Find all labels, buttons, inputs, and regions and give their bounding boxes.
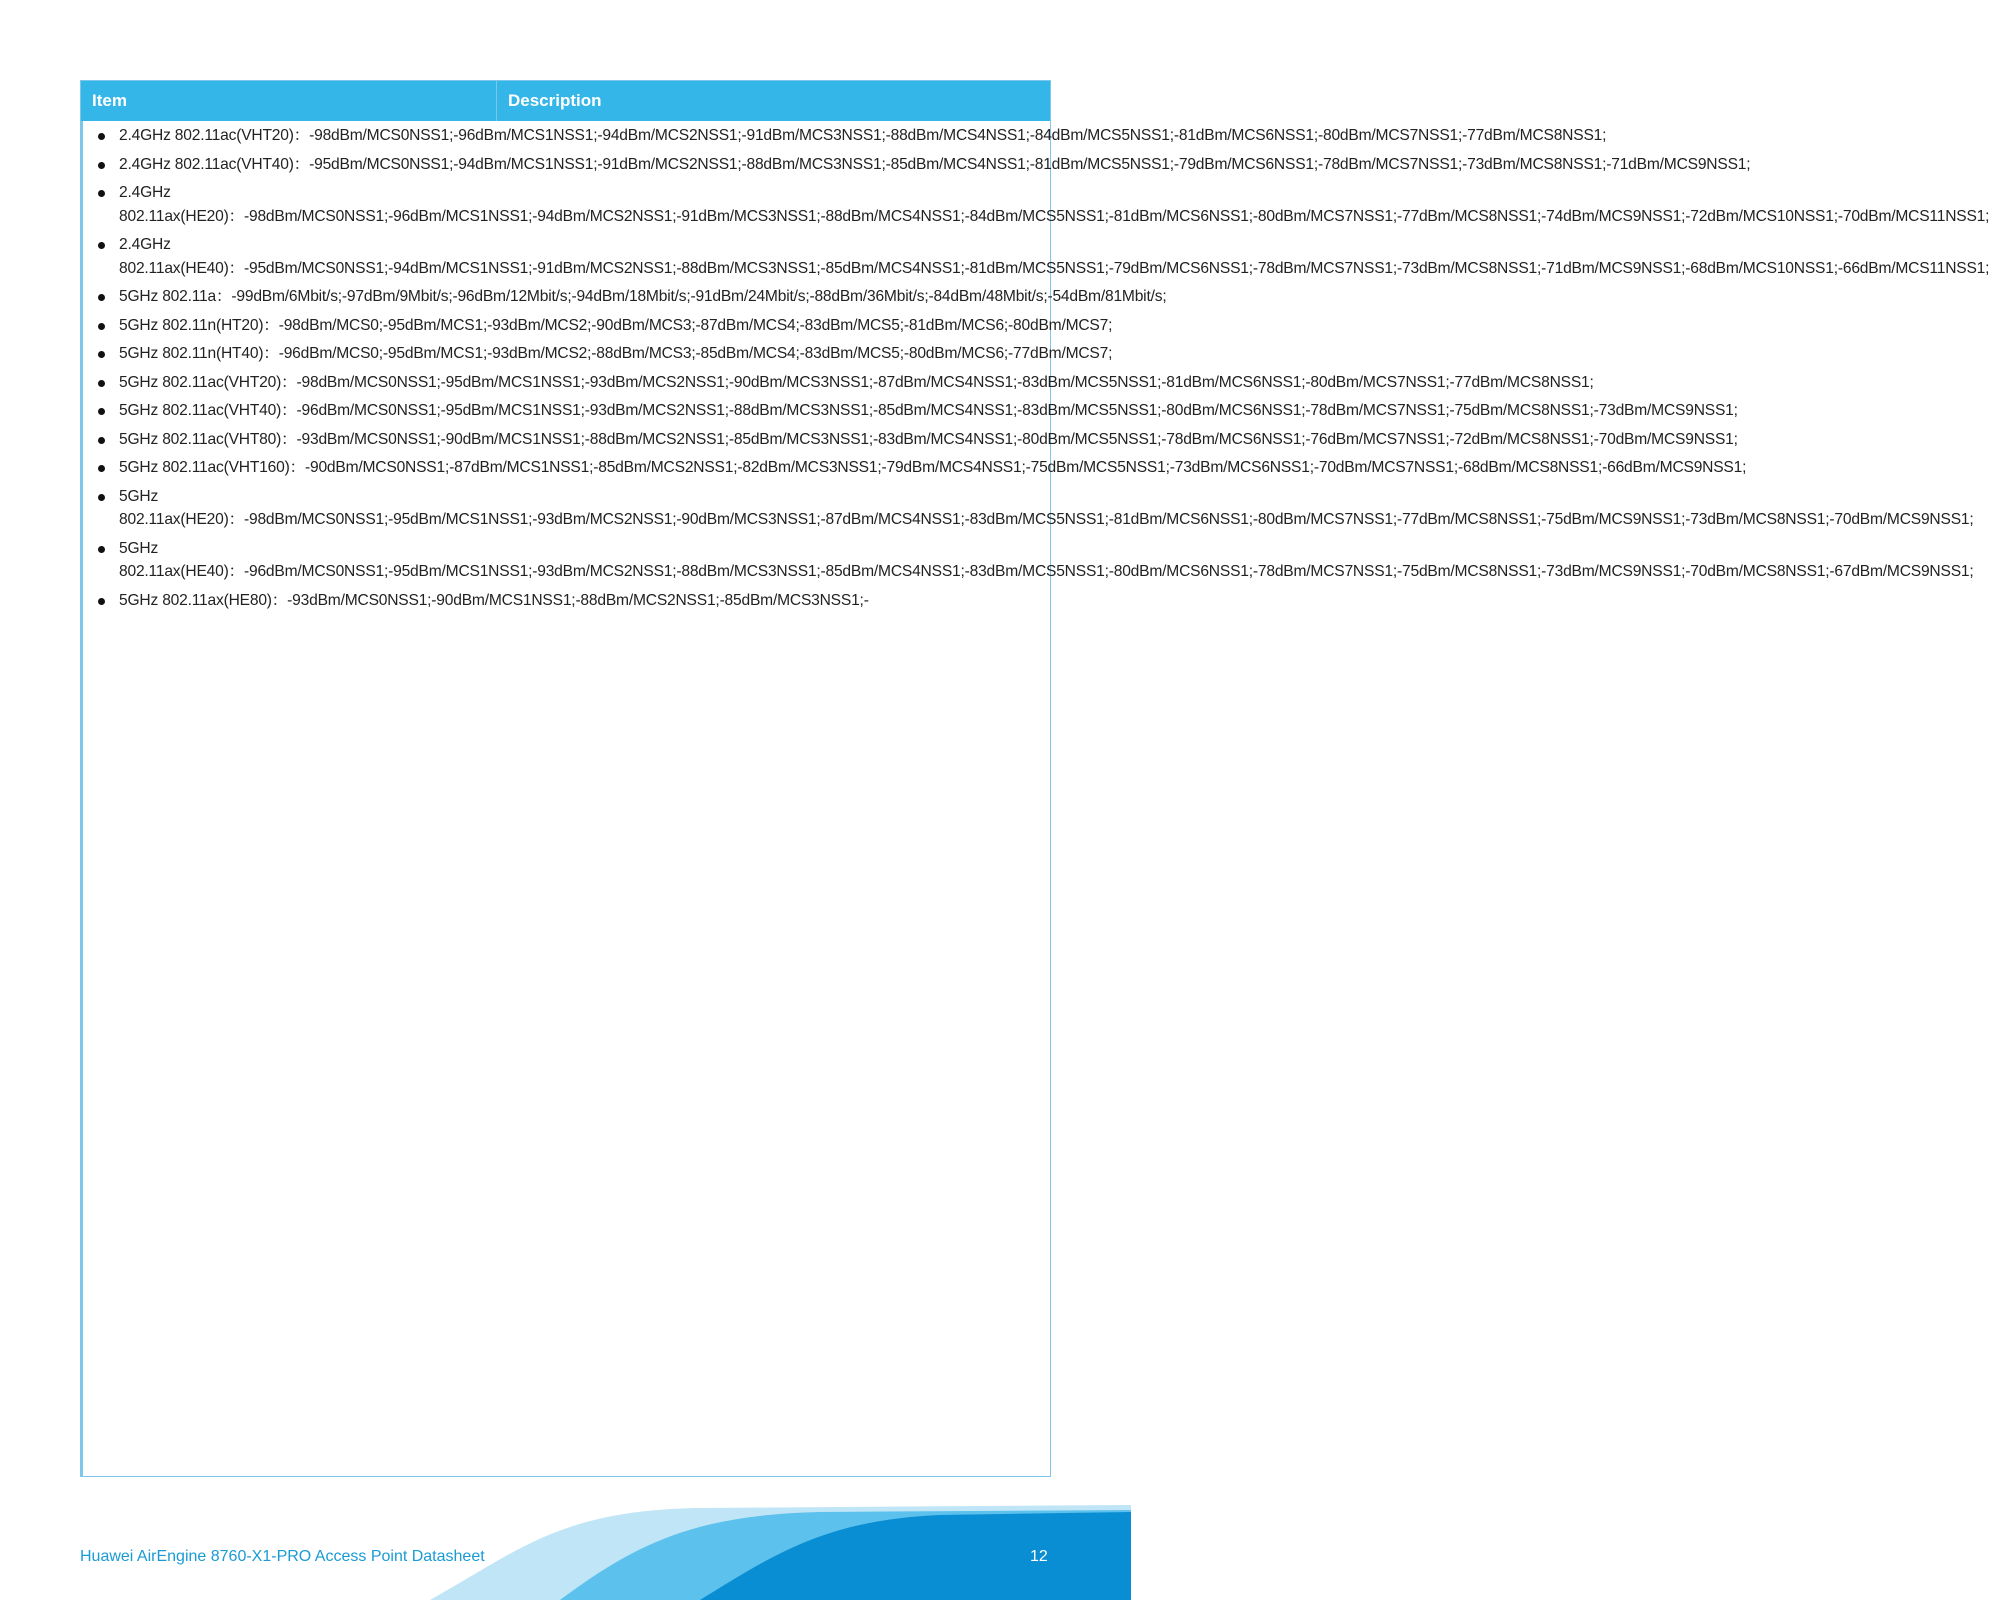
bullet-icon xyxy=(98,494,105,501)
bullet-item xyxy=(83,456,2005,480)
spec-table xyxy=(80,80,1990,1477)
bullet-icon xyxy=(98,465,105,472)
bullet-text: 2.4GHz 802.11ac(VHT40)：-95dBm/MCS0NSS1;-94dBm/MCS1NSS1;-91dBm/MCS2NSS1;-88dBm/MCS3NSS1;-85dBm/MCS4NSS1;-81dBm/MCS5NSS1;-79dBm/MCS6NSS1;-78dBm/MCS7NSS1;-73dBm/MCS8NSS1;-71dBm/MCS9NSS1; xyxy=(119,155,1751,173)
bullet-icon xyxy=(98,408,105,415)
bullet-text: 5GHz 802.11ac(VHT160)：-90dBm/MCS0NSS1;-87dBm/MCS1NSS1;-85dBm/MCS2NSS1;-82dBm/MCS3NSS1;-79dBm/MCS4NSS1;-75dBm/MCS5NSS1;-73dBm/MCS6NSS1;-70dBm/MCS7NSS1;-68dBm/MCS8NSS1;-66dBm/MCS9NSS1; xyxy=(119,459,1747,476)
table-header xyxy=(81,81,1050,121)
bullet-icon xyxy=(98,323,105,330)
bullet-item xyxy=(83,342,2005,366)
bullet-item xyxy=(83,124,2005,148)
bullet-icon xyxy=(98,294,105,301)
table-body xyxy=(81,121,1990,1476)
bullet-text: 5GHz 802.11ax(HE20)：-98dBm/MCS0NSS1;-95dBm/MCS1NSS1;-93dBm/MCS2NSS1;-90dBm/MCS3NSS1;-87dBm/MCS4NSS1;-83dBm/MCS5NSS1;-81dBm/MCS6NSS1;-80dBm/MCS7NSS1;-77dBm/MCS8NSS1;-75dBm/MCS9NSS1;-73dBm/MCS8NSS1;-70dBm/MCS9NSS1; xyxy=(119,487,1974,528)
bullet-item xyxy=(83,153,2005,177)
bullet-text: 5GHz 802.11ac(VHT40)：-96dBm/MCS0NSS1;-95dBm/MCS1NSS1;-93dBm/MCS2NSS1;-88dBm/MCS3NSS1;-85dBm/MCS4NSS1;-83dBm/MCS5NSS1;-80dBm/MCS6NSS1;-78dBm/MCS7NSS1;-75dBm/MCS8NSS1;-73dBm/MCS9NSS1; xyxy=(119,402,1738,419)
bullet-icon xyxy=(98,133,105,140)
bullet-text: 2.4GHz 802.11ax(HE20)：-98dBm/MCS0NSS1;-96dBm/MCS1NSS1;-94dBm/MCS2NSS1;-91dBm/MCS3NSS1;-88dBm/MCS4NSS1;-84dBm/MCS5NSS1;-81dBm/MCS6NSS1;-80dBm/MCS7NSS1;-77dBm/MCS8NSS1;-74dBm/MCS9NSS1;-72dBm/MCS10NSS1;-70dBm/MCS11NSS1; xyxy=(119,184,1990,225)
bullet-icon xyxy=(98,380,105,387)
bullet-icon xyxy=(98,546,105,553)
bullet-item xyxy=(83,399,2005,423)
bullet-icon xyxy=(98,162,105,169)
bullet-text: 5GHz 802.11a：-99dBm/6Mbit/s;-97dBm/9Mbit/s;-96dBm/12Mbit/s;-94dBm/18Mbit/s;-91dBm/24Mbit/s;-88dBm/36Mbit/s;-84dBm/48Mbit/s;-54dBm/81Mbit/s; xyxy=(119,288,1167,305)
bullet-icon xyxy=(98,351,105,358)
bullet-item xyxy=(83,233,2005,280)
bullet-text: 5GHz 802.11ac(VHT80)：-93dBm/MCS0NSS1;-90dBm/MCS1NSS1;-88dBm/MCS2NSS1;-85dBm/MCS3NSS1;-83dBm/MCS4NSS1;-80dBm/MCS5NSS1;-78dBm/MCS6NSS1;-76dBm/MCS7NSS1;-72dBm/MCS8NSS1;-70dBm/MCS9NSS1; xyxy=(119,430,1738,448)
bullet-item xyxy=(83,485,2005,532)
bullet-item xyxy=(83,285,2005,309)
bullet-icon xyxy=(98,437,105,444)
bullet-item xyxy=(83,428,2005,452)
header-item: Item xyxy=(92,91,127,110)
footer-title: Huawei AirEngine 8760-X1-PRO Access Point Datasheet xyxy=(80,1548,485,1565)
header-description: Description xyxy=(496,81,1050,121)
description-cell xyxy=(83,121,2005,1476)
bullet-icon xyxy=(98,242,105,249)
page-number: 12 xyxy=(1030,1548,1048,1565)
bullet-text: 2.4GHz 802.11ac(VHT20)：-98dBm/MCS0NSS1;-96dBm/MCS1NSS1;-94dBm/MCS2NSS1;-91dBm/MCS3NSS1;-88dBm/MCS4NSS1;-84dBm/MCS5NSS1;-81dBm/MCS6NSS1;-80dBm/MCS7NSS1;-77dBm/MCS8NSS1; xyxy=(119,127,1607,144)
bullet-item xyxy=(83,537,2005,584)
bullet-text: 2.4GHz 802.11ax(HE40)：-95dBm/MCS0NSS1;-94dBm/MCS1NSS1;-91dBm/MCS2NSS1;-88dBm/MCS3NSS1;-85dBm/MCS4NSS1;-81dBm/MCS5NSS1;-79dBm/MCS6NSS1;-78dBm/MCS7NSS1;-73dBm/MCS8NSS1;-71dBm/MCS9NSS1;-68dBm/MCS10NSS1;-66dBm/MCS11NSS1; xyxy=(119,236,1990,277)
sensitivity-list xyxy=(83,124,2005,612)
bullet-item xyxy=(83,371,2005,395)
bullet-text: 5GHz 802.11n(HT20)：-98dBm/MCS0;-95dBm/MCS1;-93dBm/MCS2;-90dBm/MCS3;-87dBm/MCS4;-83dBm/MCS5;-81dBm/MCS6;-80dBm/MCS7; xyxy=(119,316,1113,334)
bullet-item xyxy=(83,589,2005,613)
bullet-text: 5GHz 802.11ax(HE40)：-96dBm/MCS0NSS1;-95dBm/MCS1NSS1;-93dBm/MCS2NSS1;-88dBm/MCS3NSS1;-85dBm/MCS4NSS1;-83dBm/MCS5NSS1;-80dBm/MCS6NSS1;-78dBm/MCS7NSS1;-75dBm/MCS8NSS1;-73dBm/MCS9NSS1;-70dBm/MCS8NSS1;-67dBm/MCS9NSS1; xyxy=(119,539,1974,580)
bullet-text: 5GHz 802.11n(HT40)：-96dBm/MCS0;-95dBm/MCS1;-93dBm/MCS2;-88dBm/MCS3;-85dBm/MCS4;-83dBm/MCS5;-80dBm/MCS6;-77dBm/MCS7; xyxy=(119,345,1113,362)
bullet-icon xyxy=(98,598,105,605)
bullet-item xyxy=(83,181,2005,228)
bullet-item xyxy=(83,314,2005,338)
bullet-text: 5GHz 802.11ax(HE80)：-93dBm/MCS0NSS1;-90dBm/MCS1NSS1;-88dBm/MCS2NSS1;-85dBm/MCS3NSS1;- xyxy=(119,591,869,609)
bullet-text: 5GHz 802.11ac(VHT20)：-98dBm/MCS0NSS1;-95dBm/MCS1NSS1;-93dBm/MCS2NSS1;-90dBm/MCS3NSS1;-87dBm/MCS4NSS1;-83dBm/MCS5NSS1;-81dBm/MCS6NSS1;-80dBm/MCS7NSS1;-77dBm/MCS8NSS1; xyxy=(119,373,1594,391)
bullet-icon xyxy=(98,190,105,197)
